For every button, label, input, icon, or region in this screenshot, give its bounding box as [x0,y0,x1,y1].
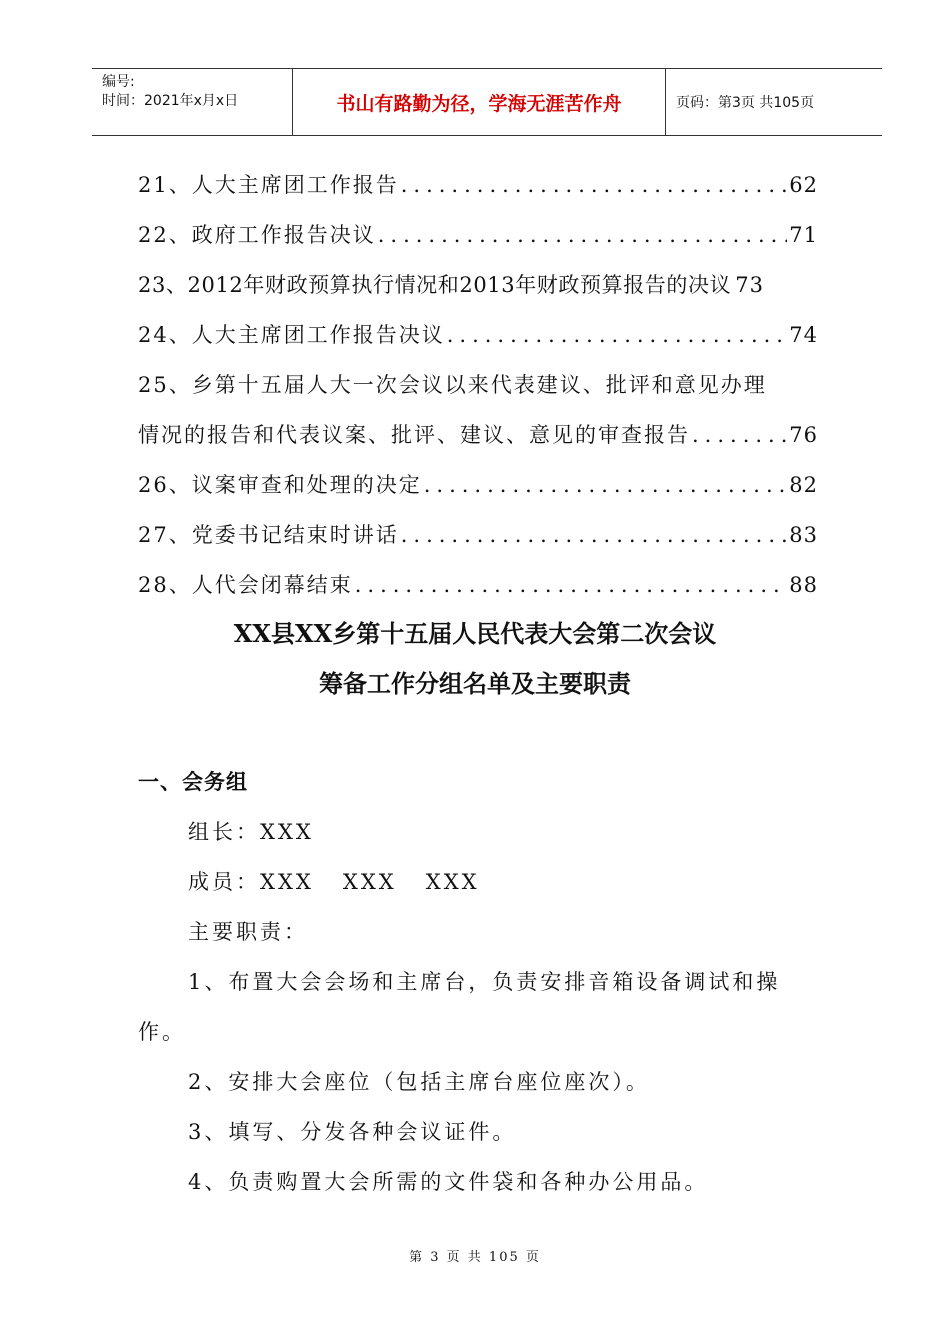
duty-item: 2、安排大会座位（包括主席台座位座次）。 [188,1070,650,1094]
page-header [92,68,882,136]
document-title-line2: 筹备工作分组名单及主要职责 [319,669,631,698]
toc-entry-text: 23、2012年财政预算执行情况和2013年财政预算报告的决议 [138,273,732,297]
group-members: 成员：XXX XXX XXX [188,870,480,894]
toc-leader-dots [424,460,788,510]
header-time: 时间：2021年x月x日 [102,93,239,109]
toc-leader-dots [401,160,788,210]
toc-leader-dots [355,560,788,610]
toc-entry [138,260,818,310]
duty-item: 3、填写、分发各种会议证件。 [188,1120,517,1144]
toc-entry-page: 74 [789,323,818,347]
toc-entry-page: 83 [789,523,818,547]
toc-entry-text: 27、党委书记结束时讲话 [138,523,399,547]
toc-entry-text: 26、议案审查和处理的决定 [138,473,422,497]
toc-entry-page: 76 [789,423,818,447]
duty-item: 4、负责购置大会所需的文件袋和各种办公用品。 [188,1170,709,1194]
header-number-label: 编号: [102,74,135,90]
header-slogan: 书山有路勤为径，学海无涯苦作舟 [293,69,666,135]
toc-entry-text: 24、人大主席团工作报告决议 [138,323,445,347]
toc-entry [138,360,818,410]
header-meta [92,69,293,135]
toc-entry-page: 82 [789,473,818,497]
toc-entry [138,210,818,260]
toc-entry-text: 22、政府工作报告决议 [138,223,376,247]
toc-entry-page: 62 [789,173,818,197]
toc-leader-dots [378,210,788,260]
toc-entry [138,460,818,510]
toc-entry [138,560,818,610]
toc-leader-dots [692,410,787,460]
section-heading: 一、会务组 [138,770,248,794]
duties-label: 主要职责： [188,920,308,944]
toc-entry-page: 71 [789,223,818,247]
toc-entry [138,160,818,210]
toc-entry [138,310,818,360]
duty-item: 1、布置大会会场和主席台，负责安排音箱设备调试和操 [188,970,781,994]
page-footer: 第 3 页 共 105 页 [409,1250,541,1265]
group-leader: 组长：XXX [188,820,314,844]
toc-entry [138,510,818,560]
toc-entry-text: 25、乡第十五届人大一次会议以来代表建议、批评和意见办理 [138,373,767,397]
header-page-info: 页码：第3页 共105页 [676,95,815,111]
toc-entry-page: 88 [789,573,818,597]
toc-leader-dots [447,310,788,360]
duty-item-continued: 作。 [138,1020,186,1044]
toc-leader-dots [401,510,788,560]
toc-entry [138,410,818,460]
toc-entry-text: 21、人大主席团工作报告 [138,173,399,197]
toc-entry-text: 情况的报告和代表议案、批评、建议、意见的审查报告 [138,423,690,447]
table-of-contents [138,160,818,610]
toc-entry-text: 28、人代会闭幕结束 [138,573,353,597]
document-title-line1: XX县XX乡第十五届人民代表大会第二次会议 [233,619,717,648]
toc-entry-page: 73 [735,273,764,297]
